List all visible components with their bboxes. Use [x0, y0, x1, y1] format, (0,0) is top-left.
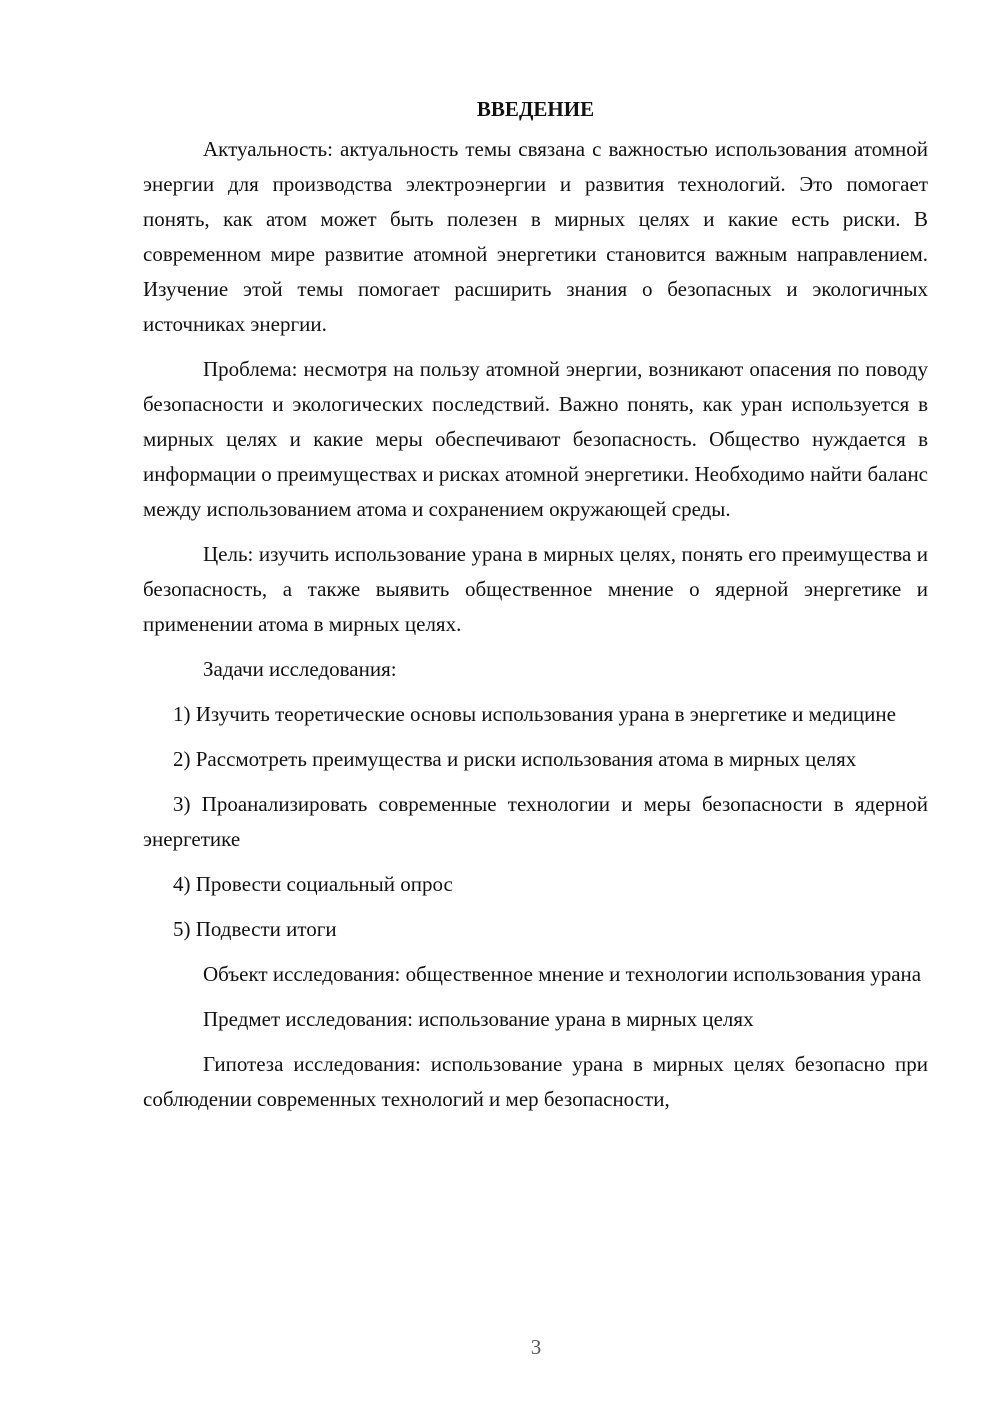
tasks-heading: Задачи исследования: [203, 657, 397, 681]
page-title: ВВЕДЕНИЕ [476, 97, 595, 121]
paragraph-subject: Предмет исследования: использование урана в мирных целях [203, 1007, 754, 1031]
task-item-3: 3) Проанализировать современные технологии и меры безопасности в ядерной энергетике [143, 792, 928, 851]
paragraph-object: Объект исследования: общественное мнение и технологии использования урана [203, 962, 922, 986]
paragraph-goal: Цель: изучить использование урана в мирных целях, понять его преимущества и безопасность, а также выявить общественное мнение о ядерной энергетике и применении атома в мирных целях. [143, 542, 928, 636]
task-item-1: 1) Изучить теоретические основы использования урана в энергетике и медицине [173, 702, 896, 726]
task-item-5: 5) Подвести итоги [173, 917, 337, 941]
paragraph-problem: Проблема: несмотря на пользу атомной энергии, возникают опасения по поводу безопасности и экологических последствий. Важно понять, как уран используется в мирных целях и какие меры обеспечивают безопасность. Общество нуждается в информации о преимуществах и рисках атомной энергетики. Необходимо найти баланс между использованием атома и сохранением окружающей среды. [143, 357, 928, 521]
page-number: 3 [530, 1335, 542, 1359]
task-item-2: 2) Рассмотреть преимущества и риски использования атома в мирных целях [173, 747, 857, 771]
task-item-4: 4) Провести социальный опрос [173, 872, 453, 896]
paragraph-hypothesis: Гипотеза исследования: использование урана в мирных целях безопасно при соблюдении современных технологий и мер безопасности, [143, 1052, 928, 1111]
paragraph-relevance: Актуальность: актуальность темы связана с важностью использования атомной энергии для производства электроэнергии и развития технологий. Это помогает понять, как атом может быть полезен в мирных целях и какие есть риски. В современном мире развитие атомной энергетики становится важным направлением. Изучение этой темы помогает расширить знания о безопасных и экологичных источниках энергии. [143, 137, 928, 336]
